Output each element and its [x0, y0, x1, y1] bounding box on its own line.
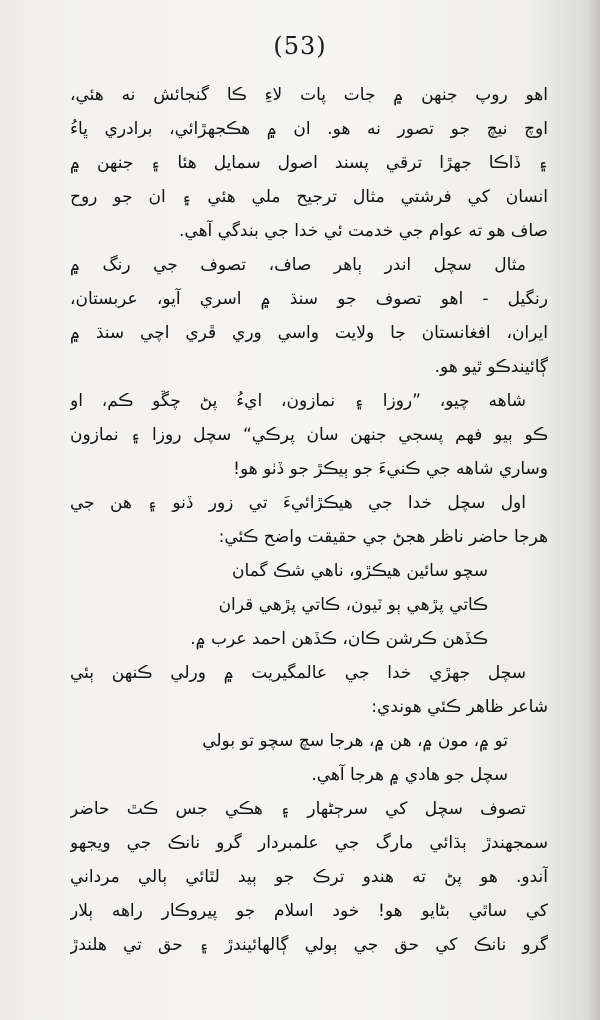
- body-text: [70, 78, 548, 962]
- text-line: ڳائيندڪو ٿيو هو.: [434, 357, 548, 377]
- text-line: گرو نانڪ کي حق جي ٻولي ڳالهائيندڙ ۽ حق تي هلندڙ: [70, 935, 548, 955]
- page-edge-shadow: [586, 0, 600, 1020]
- verse-line: سچل جو هادي ۾ هرجا آهي.: [311, 765, 508, 785]
- text-line: ڪو ٻيو فهم پسجي جنهن سان پرڪي“ سچل روزا ۽ نمازون: [70, 425, 548, 445]
- verse-line: ڪاتي پڙهي ٻو ٽيون، ڪاتي پڙهي قران: [218, 595, 488, 615]
- text-line: اهو روپ جنهن ۾ جات پات لاءِ ڪا گنجائش نه هئي،: [70, 85, 548, 105]
- text-line: صاف هو ته عوام جي خدمت ئي خدا جي بندگي آهي.: [179, 221, 548, 241]
- text-line: انسان کي فرشتي مثال ترجيح ملي هئي ۽ ان جو روح: [70, 187, 548, 207]
- text-line: هرجا حاضر ناظر هجڻ جي حقيقت واضح ڪئي:: [218, 527, 548, 547]
- text-line: رنگيل - اهو تصوف جو سنڌ ۾ اسري آيو، عربستان،: [70, 289, 548, 309]
- text-line: اوچ نيچ جو تصور نه هو. ان ۾ هڪجهڙائي، برادري ڀاءُ: [70, 119, 548, 139]
- text-line: مثال سچل اندر ٻاهر صاف، تصوف جي رنگ ۾: [70, 255, 526, 275]
- text-line: شاهه چيو، ”روزا ۽ نمازون، ايءُ پڻ چڱو ڪم، او: [70, 391, 526, 411]
- text-line: کي ساٿي بڻايو هو! خود اسلام جو پيروڪار راهه ٻلار: [70, 901, 548, 921]
- text-line: آندو. هو پڻ ته هندو ترڪ جو ٻيد لٿائي ٻالي مرداني: [70, 867, 548, 887]
- verse-line: سچو سائين هيڪڙو، ناهي شڪ گمان: [232, 561, 488, 581]
- text-line: ۽ ڏاڪا جهڙا ترقي پسند اصول سمايل هئا ۽ جنهن ۾: [70, 153, 548, 173]
- page-number: (53): [273, 32, 327, 60]
- text-line: وساري شاهه جي ڪنيءَ جو ٻيڪڙ جو ڏٺو هو!: [233, 459, 548, 479]
- text-line: اول سچل خدا جي هيڪڙائيءَ تي زور ڏنو ۽ هن جي: [70, 493, 526, 513]
- text-line: سچل جهڙي خدا جي عالمگيريت ۾ ورلي ڪنهن ٻئي: [70, 663, 526, 683]
- verse-line: تو ۾، مون ۾، هن ۾، هرجا سچ سچو تو بولي: [202, 731, 508, 751]
- text-line: شاعر ظاهر ڪئي هوندي:: [371, 697, 548, 717]
- text-line: سمجهندڙ ٻڌائي مارگ جي علمبردار گرو نانڪ جي ويجهو: [70, 833, 548, 853]
- text-line: ايران، افغانستان جا ولايت واسي وري ڦري اچي سنڌ ۾: [70, 323, 548, 343]
- text-line: تصوف سچل کي سرڄڻهار ۽ هڪي جس ڪٿ حاضر: [70, 799, 526, 819]
- verse-line: ڪڏهن ڪرشن ڪان، ڪڏهن احمد عرب ۾.: [190, 629, 488, 649]
